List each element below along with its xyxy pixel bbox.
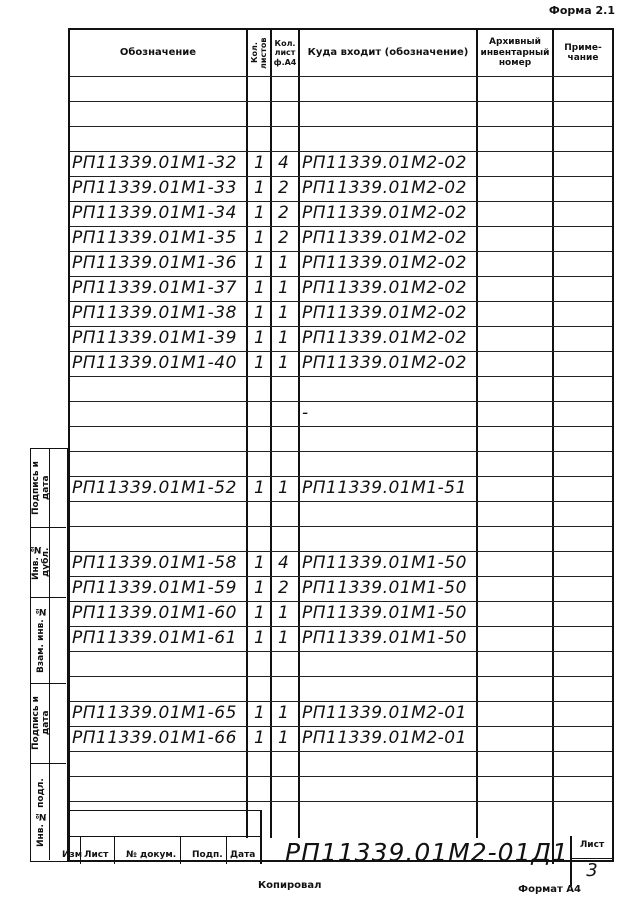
cell-designation: РП11339.01М1-38 [72,303,237,323]
table-row [70,351,612,374]
document-designation: РП11339.01М2-01Д1 [285,838,569,867]
cell-sheets: 1 [254,703,266,723]
table-row [70,676,612,699]
header-sheets-a4: Кол. лист ф.А4 [273,39,297,67]
cell-where-used: РП11339.01М2-02 [302,228,467,248]
side-divider-h [31,527,66,528]
cell-sheets: 1 [254,278,266,298]
table-row [70,101,612,124]
cell-where-used: - [302,403,309,423]
table-row [70,726,612,749]
cell-sheets-a4: 2 [278,578,290,598]
cell-sheets: 1 [254,478,266,498]
side-divider-h [31,597,66,598]
table-row [70,601,612,624]
tb-docno-label: № докум. [126,850,177,860]
table-row [70,251,612,274]
cell-designation: РП11339.01М1-52 [72,478,237,498]
header-sheets: Кол. листов [249,37,268,69]
cell-sheets: 1 [254,328,266,348]
cell-sheets: 1 [254,203,266,223]
table-row [70,76,612,99]
cell-sheets-a4: 1 [278,353,290,373]
sheet-label: Лист [579,840,605,850]
form-label: Форма 2.1 [548,4,615,17]
cell-designation: РП11339.01М1-59 [72,578,237,598]
cell-sheets-a4: 1 [278,628,290,648]
cell-designation: РП11339.01М1-32 [72,153,237,173]
cell-sheets: 1 [254,553,266,573]
cell-designation: РП11339.01М1-35 [72,228,237,248]
table-row [70,376,612,399]
cell-sheets: 1 [254,353,266,373]
cell-where-used: РП11339.01М2-02 [302,328,467,348]
cell-where-used: РП11339.01М1-50 [302,578,467,598]
cell-designation: РП11339.01М1-40 [72,353,237,373]
cell-where-used: РП11339.01М2-02 [302,203,467,223]
side-label-sign-date-2: Подпись и дата [31,461,51,515]
cell-sheets: 1 [254,153,266,173]
footer-copied: Копировал [258,880,322,891]
cell-sheets-a4: 2 [278,228,290,248]
table-row [70,326,612,349]
header-designation: Обозначение [119,47,197,59]
cell-designation: РП11339.01М1-34 [72,203,237,223]
cell-where-used: РП11339.01М2-01 [302,703,467,723]
cell-where-used: РП11339.01М2-02 [302,303,467,323]
cell-designation: РП11339.01М1-58 [72,553,237,573]
tb-list-label: Лист [84,850,109,860]
side-label-vzam-inv: Взам. инв. № [36,606,46,674]
side-label-inv-podl: Инв. № подл. [36,778,46,847]
cell-designation: РП11339.01М1-36 [72,253,237,273]
tb-sign-label: Подп. [192,850,223,860]
side-stamp [30,448,68,862]
table-row [70,176,612,199]
cell-sheets-a4: 1 [278,328,290,348]
table-row [70,476,612,499]
cell-sheets-a4: 1 [278,253,290,273]
cell-designation: РП11339.01М1-65 [72,703,237,723]
cell-sheets-a4: 1 [278,728,290,748]
table-row [70,226,612,249]
cell-sheets-a4: 4 [278,153,290,173]
table-row [70,276,612,299]
table-row [70,151,612,174]
table-row [70,651,612,674]
cell-sheets-a4: 2 [278,178,290,198]
cell-sheets: 1 [254,628,266,648]
cell-sheets: 1 [254,178,266,198]
cell-designation: РП11339.01М1-33 [72,178,237,198]
table-row [70,126,612,149]
cell-designation: РП11339.01М1-37 [72,278,237,298]
cell-where-used: РП11339.01М1-51 [302,478,467,498]
table-row [70,626,612,649]
sheet-box [570,836,612,886]
cell-sheets: 1 [254,228,266,248]
table-row [70,501,612,524]
cell-designation: РП11339.01М1-66 [72,728,237,748]
table-row [70,201,612,224]
sheet-number: 3 [586,860,598,881]
cell-where-used: РП11339.01М1-50 [302,628,467,648]
header-archive: Архивный инвентарный номер [480,37,550,69]
cell-where-used: РП11339.01М1-50 [302,553,467,573]
cell-where-used: РП11339.01М2-02 [302,278,467,298]
cell-sheets-a4: 1 [278,278,290,298]
table-row [70,301,612,324]
table-row [70,751,612,774]
cell-sheets: 1 [254,603,266,623]
table-row [70,551,612,574]
table-row [70,401,612,424]
cell-sheets-a4: 1 [278,603,290,623]
cell-designation: РП11339.01М1-61 [72,628,237,648]
cell-where-used: РП11339.01М2-01 [302,728,467,748]
cell-sheets: 1 [254,578,266,598]
table-row [70,576,612,599]
cell-sheets-a4: 1 [278,303,290,323]
document-table [62,28,614,881]
cell-where-used: РП11339.01М1-50 [302,603,467,623]
cell-where-used: РП11339.01М2-02 [302,153,467,173]
tb-date-label: Дата [230,850,256,860]
header-note: Приме-чание [564,42,602,63]
header-where-used: Куда входит (обозначение) [307,47,469,59]
side-divider-h [31,683,66,684]
side-label-sign-date-1: Подпись и дата [31,696,51,750]
cell-where-used: РП11339.01М2-02 [302,353,467,373]
table-row [70,426,612,449]
cell-sheets: 1 [254,303,266,323]
cell-designation: РП11339.01М1-60 [72,603,237,623]
cell-where-used: РП11339.01М2-02 [302,178,467,198]
side-label-inv-dubl: Инв. № дубл. [31,544,51,580]
footer-format: Формат А4 [518,884,581,895]
cell-sheets-a4: 2 [278,203,290,223]
cell-sheets: 1 [254,728,266,748]
table-row [70,451,612,474]
side-divider-h [31,763,66,764]
tb-izm-label: Изм [62,850,83,860]
cell-sheets-a4: 1 [278,703,290,723]
cell-designation: РП11339.01М1-39 [72,328,237,348]
table-row [70,776,612,799]
cell-sheets-a4: 4 [278,553,290,573]
cell-where-used: РП11339.01М2-02 [302,253,467,273]
table-row [70,701,612,724]
table-row [70,526,612,549]
cell-sheets-a4: 1 [278,478,290,498]
cell-sheets: 1 [254,253,266,273]
